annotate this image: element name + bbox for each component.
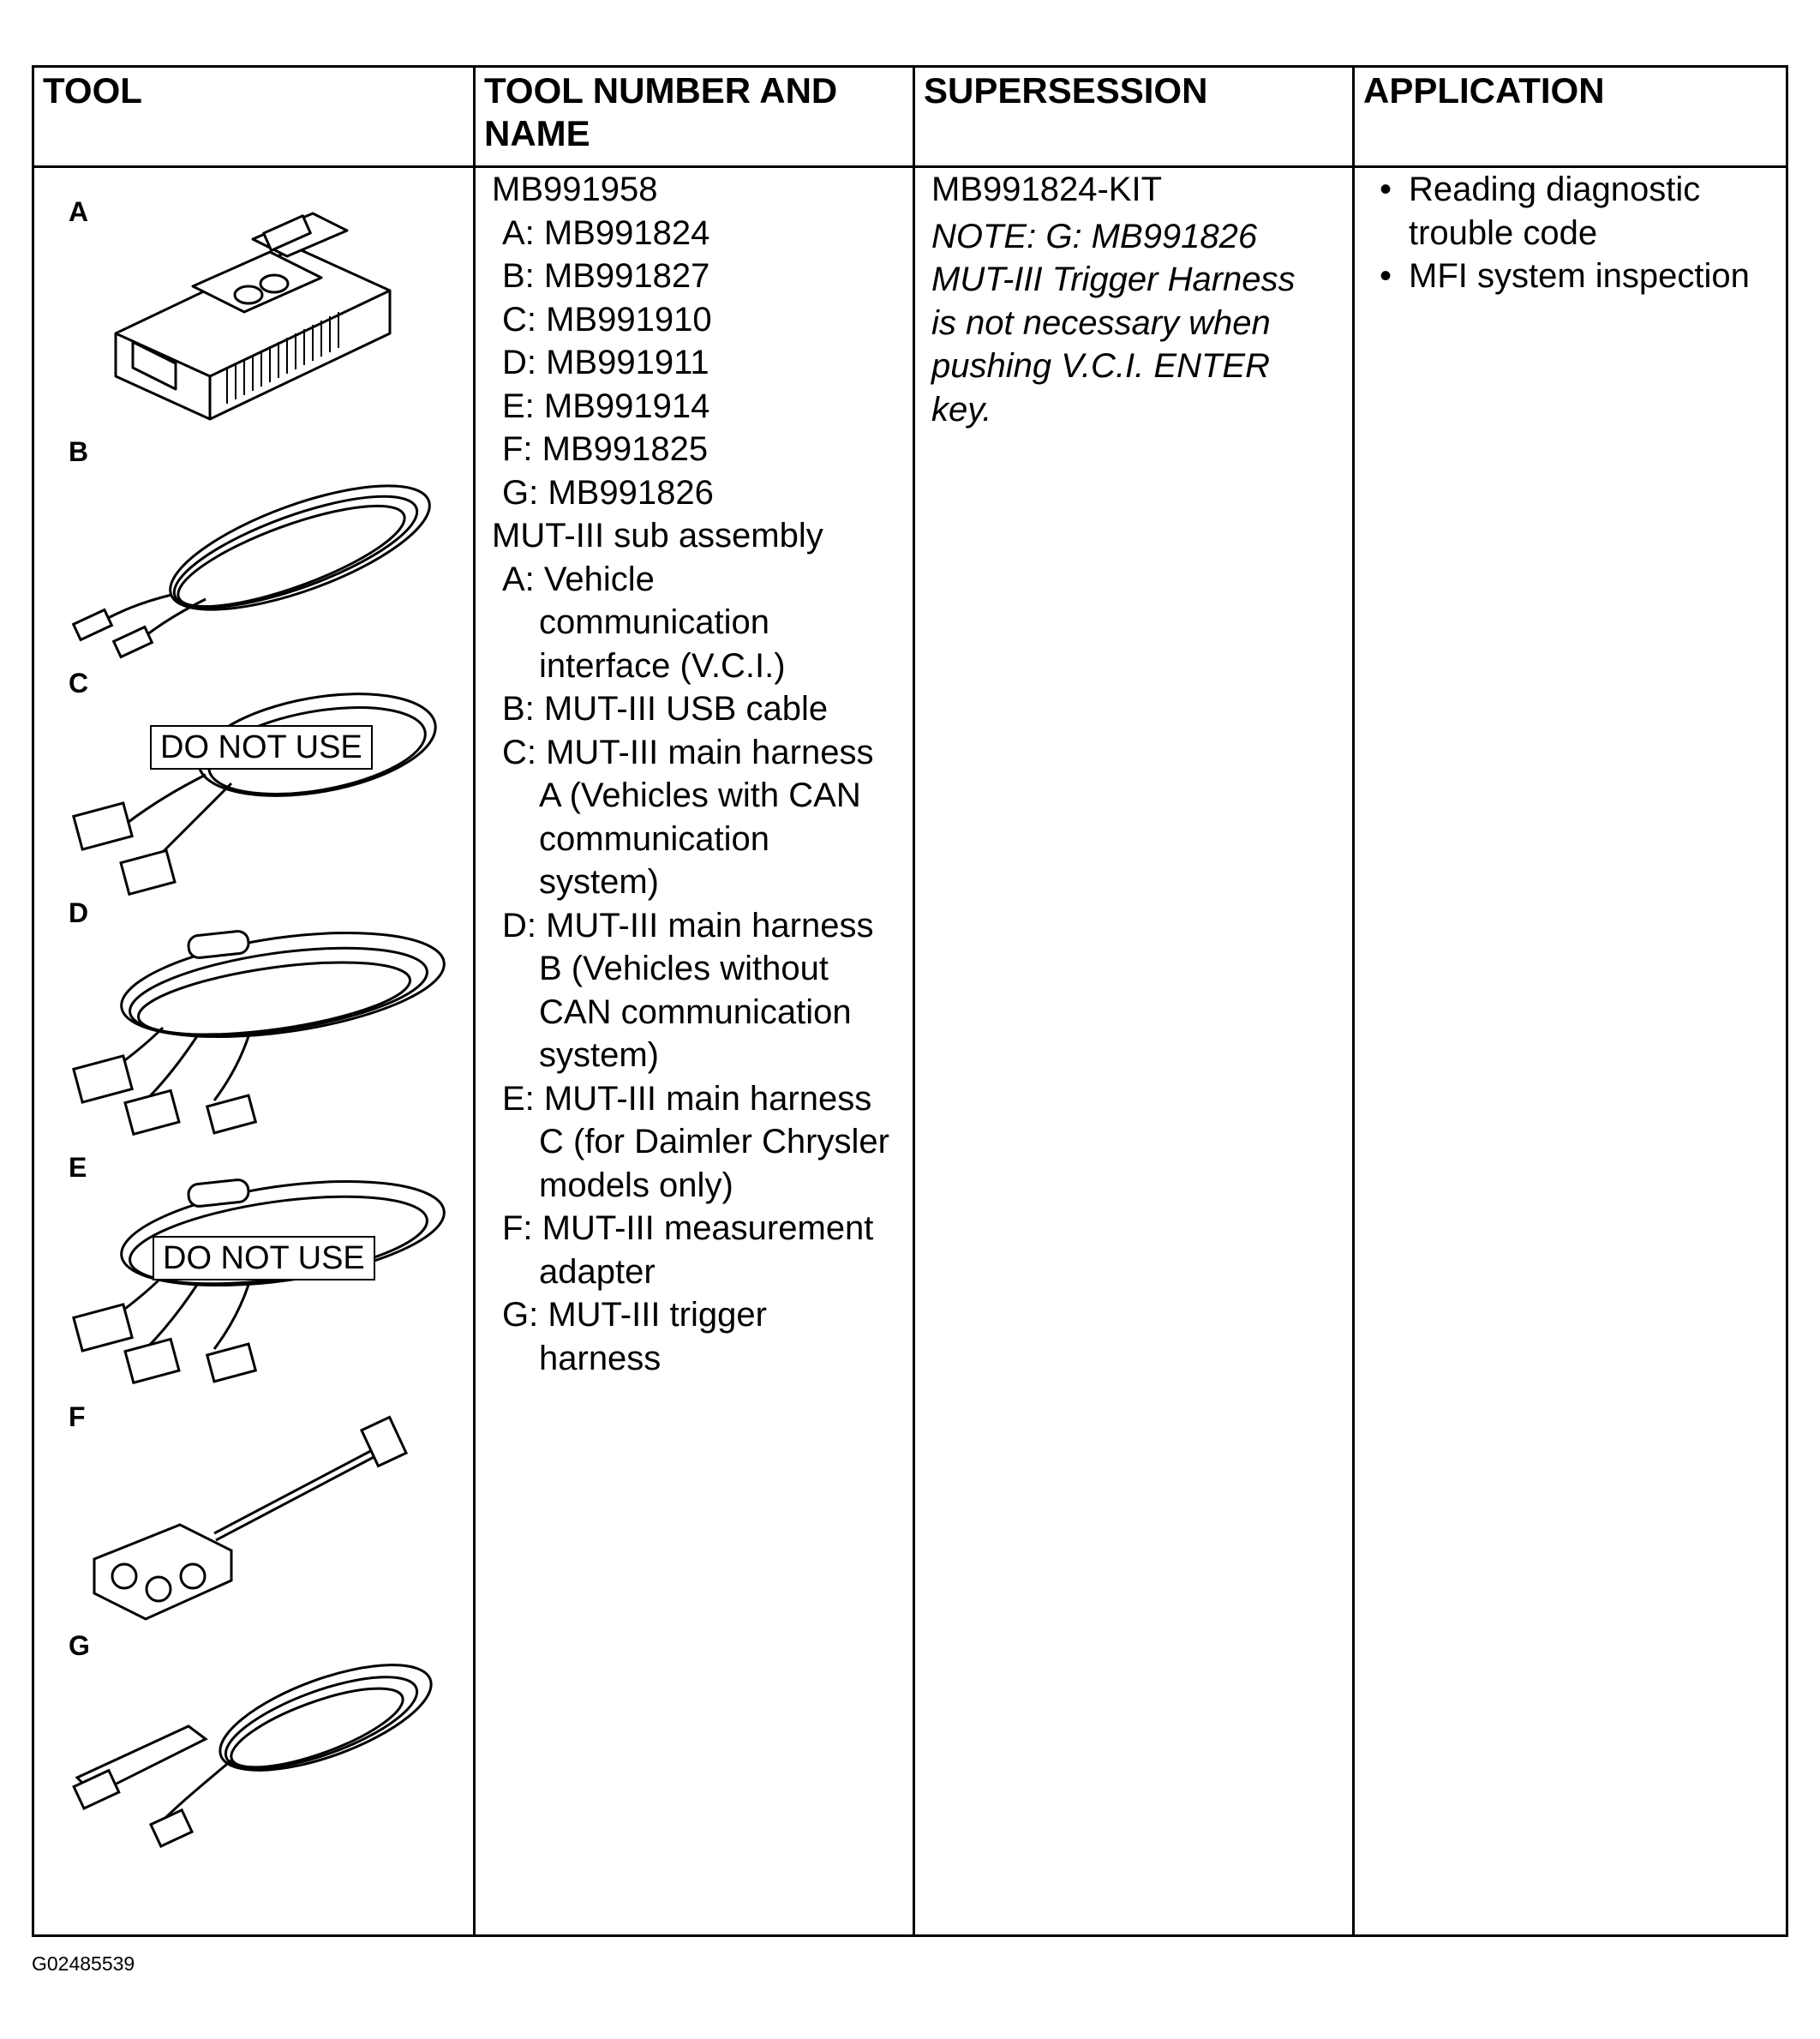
- component-number: A: MB991824: [502, 213, 710, 252]
- measurement-adapter-illustration: [86, 1405, 446, 1628]
- trigger-harness-illustration: [60, 1640, 454, 1863]
- component-number: C: MB991910: [502, 300, 712, 339]
- component-name: communication: [539, 603, 770, 641]
- sub-assembly-heading: MUT-III sub assembly: [492, 517, 823, 555]
- tool-label-g: G: [69, 1630, 90, 1661]
- application-cell: [1361, 168, 1789, 298]
- component-name: E: MUT-III main harness: [502, 1079, 872, 1118]
- component-name: CAN communication: [539, 993, 852, 1031]
- header-supersession-label: SUPERSESSION: [924, 70, 1208, 111]
- component-name: F: MUT-III measurement: [502, 1209, 874, 1247]
- tool-label-c: C: [69, 668, 89, 699]
- application-item-line: • Reading diagnostic: [1409, 171, 1701, 208]
- component-name: models only): [539, 1166, 733, 1204]
- component-number: B: MB991827: [502, 257, 710, 295]
- header-supersession: [915, 68, 1352, 165]
- component-name: B: MUT-III USB cable: [502, 690, 829, 728]
- component-name: C: MUT-III main harness: [502, 733, 874, 771]
- tool-label-a: A: [69, 196, 89, 227]
- note-line: NOTE: G: MB991826: [931, 217, 1258, 255]
- supersession-cell: [921, 168, 1332, 431]
- component-name: communication: [539, 819, 770, 858]
- column-divider: [1352, 68, 1355, 1934]
- kit-number: MB991958: [492, 171, 658, 208]
- tool-label-f: F: [69, 1401, 86, 1432]
- usb-cable-illustration: [69, 449, 446, 663]
- note-line: pushing V.C.I. ENTER: [931, 347, 1270, 385]
- component-name: system): [539, 1036, 659, 1074]
- header-tool-number: [476, 68, 913, 165]
- component-name: B (Vehicles without: [539, 950, 829, 987]
- component-name: C (for Daimler Chrysler: [539, 1123, 889, 1160]
- column-divider: [913, 68, 915, 1934]
- header-tool-number-line1: TOOL NUMBER AND: [484, 70, 838, 111]
- special-tool-table: [32, 65, 1788, 1937]
- main-harness-c-illustration: [60, 1165, 454, 1405]
- application-item: [1371, 168, 1789, 255]
- main-harness-b-illustration: [60, 916, 454, 1156]
- header-application-label: APPLICATION: [1363, 70, 1605, 111]
- component-number: F: MB991825: [502, 430, 709, 468]
- application-list: [1371, 168, 1789, 298]
- figure-id: G02485539: [32, 1952, 135, 1975]
- component-name: A (Vehicles with CAN: [539, 777, 861, 814]
- component-number: G: MB991826: [502, 473, 714, 512]
- tool-label-d: D: [69, 897, 89, 928]
- component-name: system): [539, 863, 659, 901]
- component-name: A: Vehicle: [502, 560, 655, 598]
- component-number: E: MB991914: [502, 387, 710, 425]
- note-line: key.: [931, 390, 992, 429]
- supersession-kit: MB991824-KIT: [931, 171, 1163, 208]
- component-name: G: MUT-III trigger: [502, 1296, 767, 1334]
- tool-label-e: E: [69, 1152, 87, 1183]
- component-name: adapter: [539, 1252, 656, 1291]
- vci-unit-illustration: [99, 205, 407, 428]
- main-harness-a-illustration: [60, 681, 454, 903]
- component-name: harness: [539, 1339, 662, 1377]
- header-tool: [34, 68, 473, 165]
- component-name: interface (V.C.I.): [539, 646, 786, 685]
- note-line: is not necessary when: [931, 303, 1271, 342]
- tool-number-cell: [482, 168, 897, 1380]
- header-tool-label: TOOL: [43, 70, 142, 111]
- component-name: D: MUT-III main harness: [502, 906, 874, 945]
- header-tool-number-line2: NAME: [484, 113, 590, 153]
- supersession-note: [931, 215, 1332, 432]
- tool-label-b: B: [69, 436, 89, 467]
- application-item: [1371, 255, 1789, 298]
- do-not-use-label-e: DO NOT USE: [153, 1236, 375, 1280]
- header-application: [1355, 68, 1787, 165]
- do-not-use-label-c: DO NOT USE: [150, 725, 373, 770]
- column-divider: [473, 68, 476, 1934]
- note-line: MUT-III Trigger Harness: [931, 261, 1296, 298]
- component-number: D: MB991911: [502, 344, 709, 381]
- application-item-line: • MFI system inspection: [1409, 257, 1750, 295]
- application-item-line: trouble code: [1409, 213, 1598, 252]
